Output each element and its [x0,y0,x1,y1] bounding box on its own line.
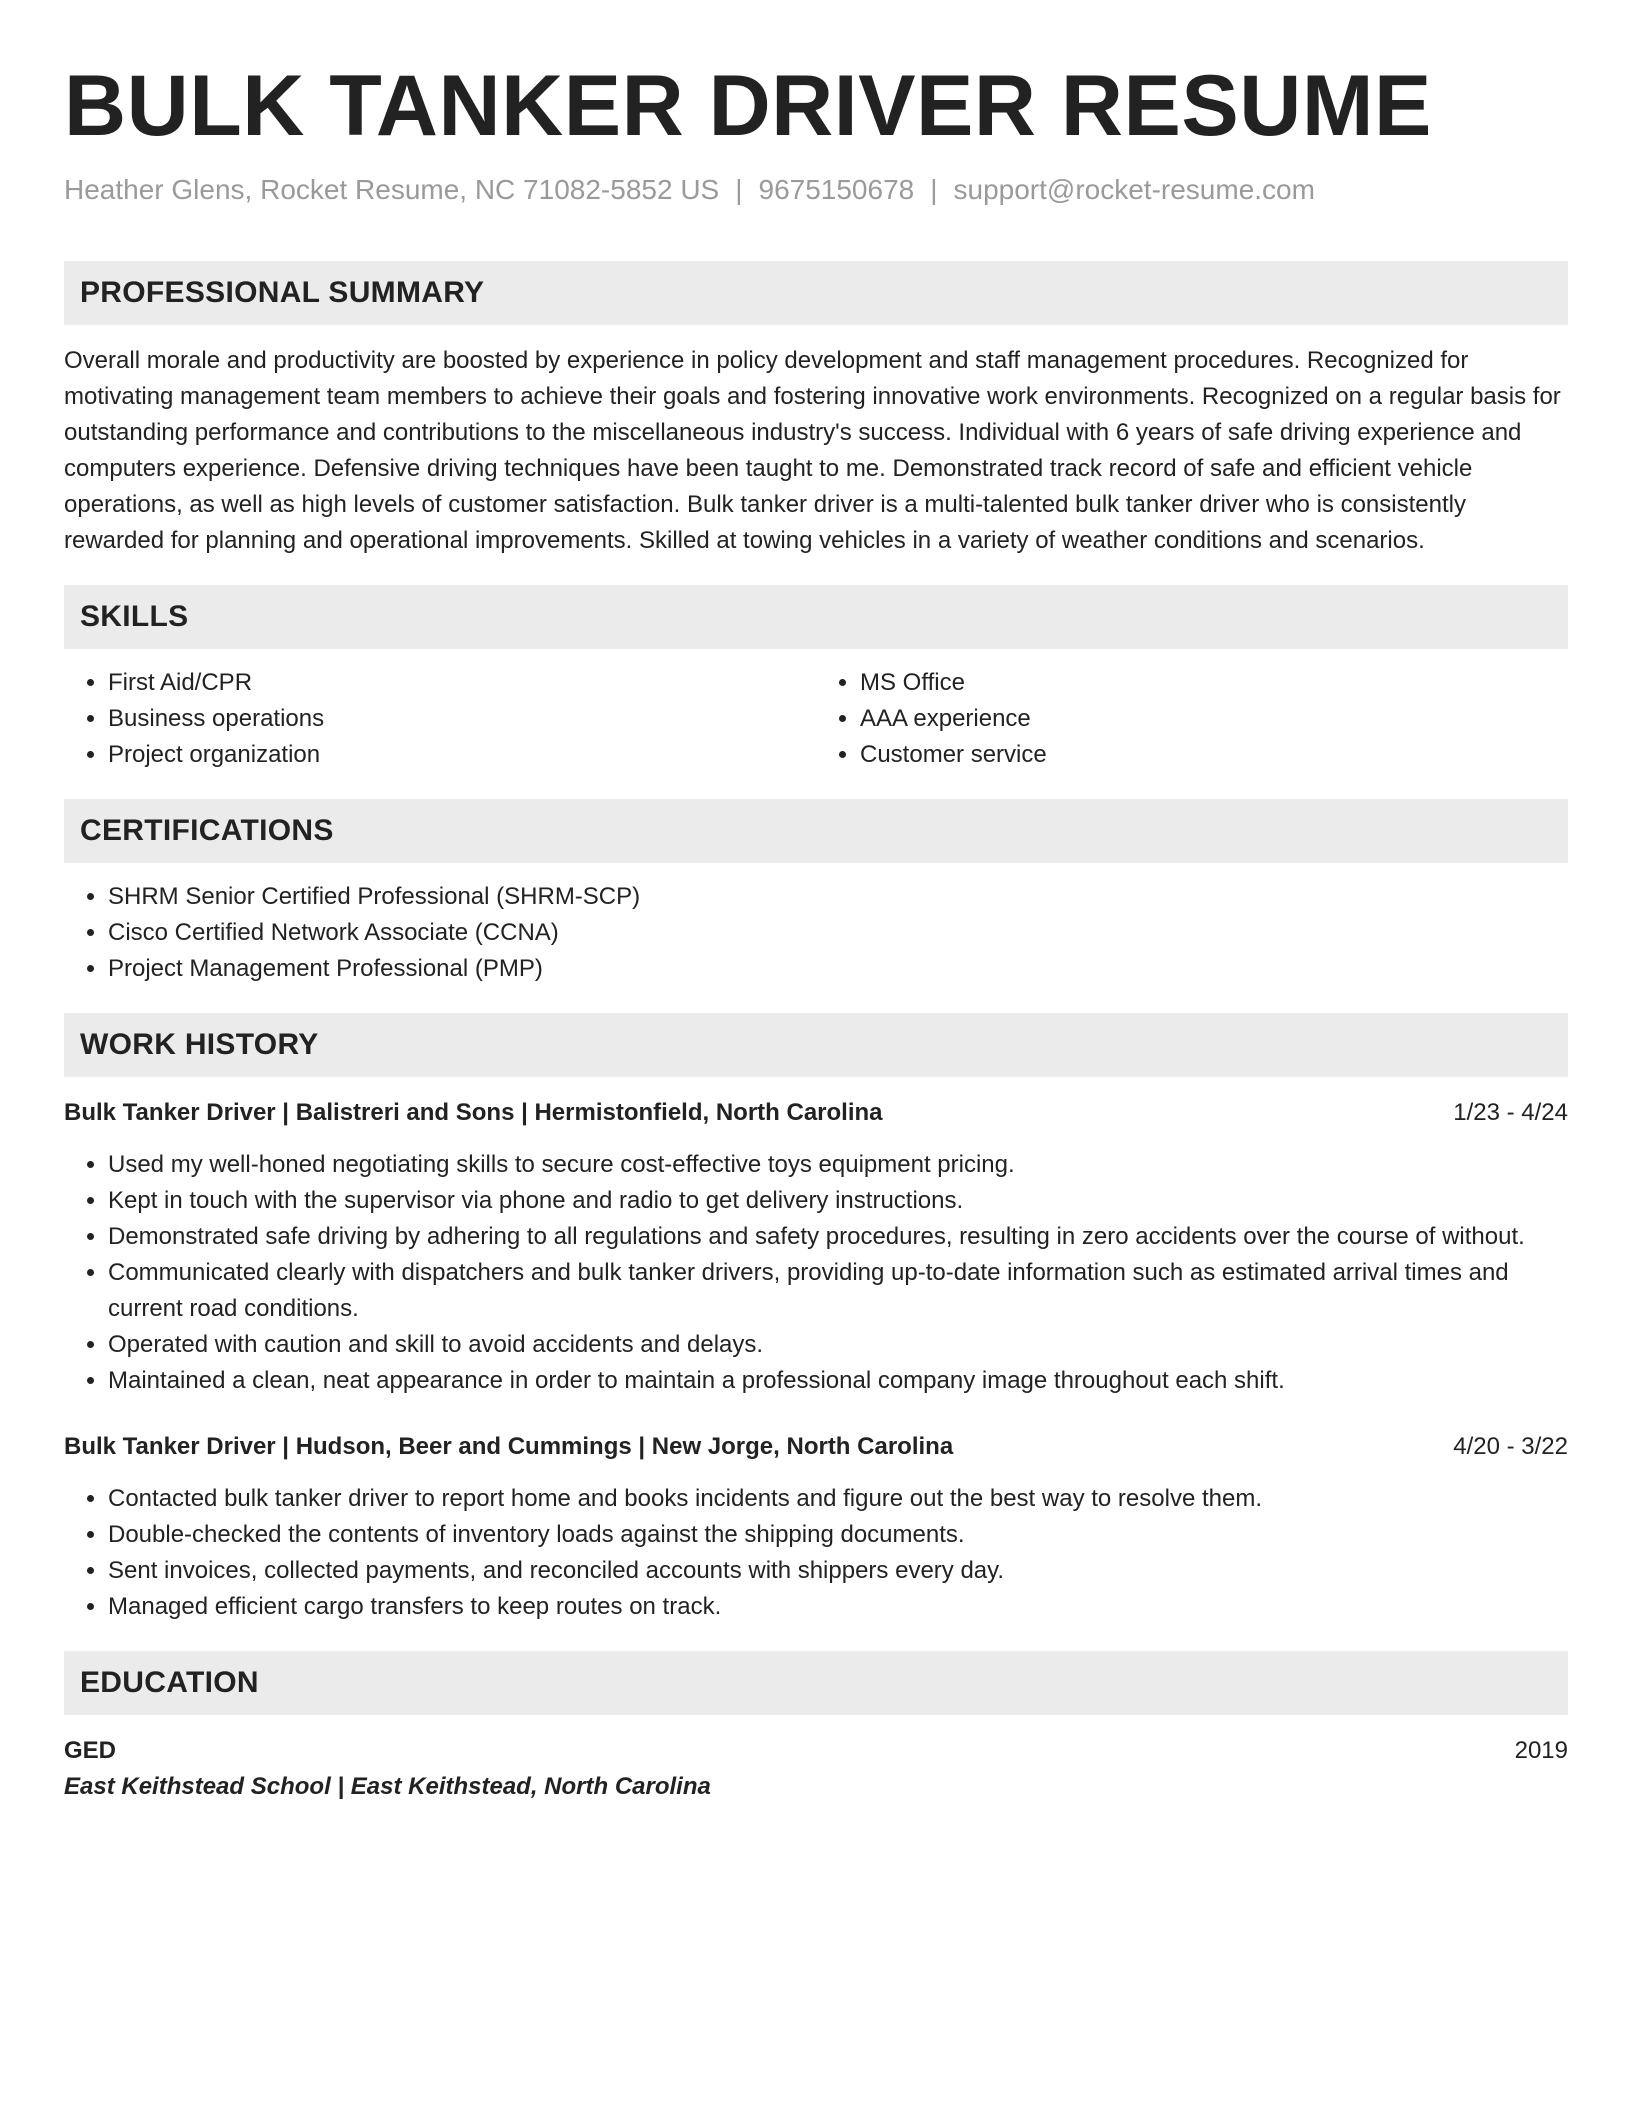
contact-separator: | [735,174,743,205]
job-bullets [64,1147,1568,1399]
job-bullet: • Demonstrated safe driving by adhering to all regulations and safety procedures, resulting in zero accidents over the course of without. [108,1219,1568,1255]
section-header-skills [64,585,1568,649]
section-heading: SKILLS [80,600,189,633]
contact-phone: 9675150678 [758,174,915,205]
job-title: Bulk Tanker Driver | Balistreri and Sons | Hermistonfield, North Carolina [64,1099,883,1126]
job-bullet: • Double-checked the contents of inventory loads against the shipping documents. [108,1517,1568,1553]
skills-grid [64,649,1568,773]
skill-item: • Customer service [860,737,1568,773]
section-heading: PROFESSIONAL SUMMARY [80,276,485,309]
contact-address: Heather Glens, Rocket Resume, NC 71082-5852 US [64,174,720,205]
job-dates: 1/23 - 4/24 [1453,1099,1568,1126]
job-bullet: • Kept in touch with the supervisor via phone and radio to get delivery instructions. [108,1183,1568,1219]
skill-item: • Project organization [108,737,816,773]
contact-line [64,172,1568,208]
contact-email: support@rocket-resume.com [953,174,1315,205]
job-bullets [64,1481,1568,1625]
job-entry [64,1429,1568,1625]
job-bullet: • Sent invoices, collected payments, and reconciled accounts with shippers every day. [108,1553,1568,1589]
education-entry [64,1733,1568,1805]
certifications-list [64,879,1568,987]
job-bullet: • Maintained a clean, neat appearance in order to maintain a professional company image throughout each shift. [108,1363,1568,1399]
section-header-summary [64,261,1568,325]
skill-item: • Business operations [108,701,816,737]
section-header-certifications [64,799,1568,863]
certification-item: • SHRM Senior Certified Professional (SHRM-SCP) [108,879,1568,915]
job-bullet: • Used my well-honed negotiating skills to secure cost-effective toys equipment pricing. [108,1147,1568,1183]
job-header [64,1095,1568,1131]
skill-item: • AAA experience [860,701,1568,737]
section-heading: EDUCATION [80,1666,259,1699]
contact-separator: | [930,174,938,205]
job-bullet: • Communicated clearly with dispatchers and bulk tanker drivers, providing up-to-date information such as estimated arrival times and current road conditions. [108,1255,1568,1327]
certification-item: • Cisco Certified Network Associate (CCNA) [108,915,1568,951]
education-degree: GED [64,1737,117,1764]
education-school: East Keithstead School | East Keithstead, North Carolina [64,1773,711,1800]
job-bullet: • Managed efficient cargo transfers to keep routes on track. [108,1589,1568,1625]
section-header-work-history [64,1013,1568,1077]
skill-item: • MS Office [860,665,1568,701]
section-heading: WORK HISTORY [80,1028,319,1061]
skills-list-left [64,665,816,773]
skill-item: • First Aid/CPR [108,665,816,701]
education-year: 2019 [1514,1737,1568,1764]
skills-list-right [816,665,1568,773]
job-dates: 4/20 - 3/22 [1453,1433,1568,1460]
certification-item: • Project Management Professional (PMP) [108,951,1568,987]
job-header [64,1429,1568,1465]
job-title: Bulk Tanker Driver | Hudson, Beer and Cummings | New Jorge, North Carolina [64,1433,954,1460]
job-bullet: • Operated with caution and skill to avoid accidents and delays. [108,1327,1568,1363]
education-header [64,1733,1568,1769]
resume-title: BULK TANKER DRIVER RESUME [64,58,1432,154]
section-heading: CERTIFICATIONS [80,814,334,847]
section-header-education [64,1651,1568,1715]
job-entry [64,1095,1568,1399]
summary-text: Overall morale and productivity are boosted by experience in policy development and staff management procedures. Recognized for motivating management team members to achieve their goals and fostering innovative work environments. Recognized on a regular basis for outstanding performance and contributions to the miscellaneous industry's success. Individual with 6 years of safe driving experience and computers experience. Defensive driving techniques have been taught to me. Demonstrated track record of safe and efficient vehicle operations, as well as high levels of customer satisfaction. Bulk tanker driver is a multi-talented bulk tanker driver who is consistently rewarded for planning and operational improvements. Skilled at towing vehicles in a variety of weather conditions and scenarios. [64,347,1561,554]
job-bullet: • Contacted bulk tanker driver to report home and books incidents and figure out the best way to resolve them. [108,1481,1568,1517]
